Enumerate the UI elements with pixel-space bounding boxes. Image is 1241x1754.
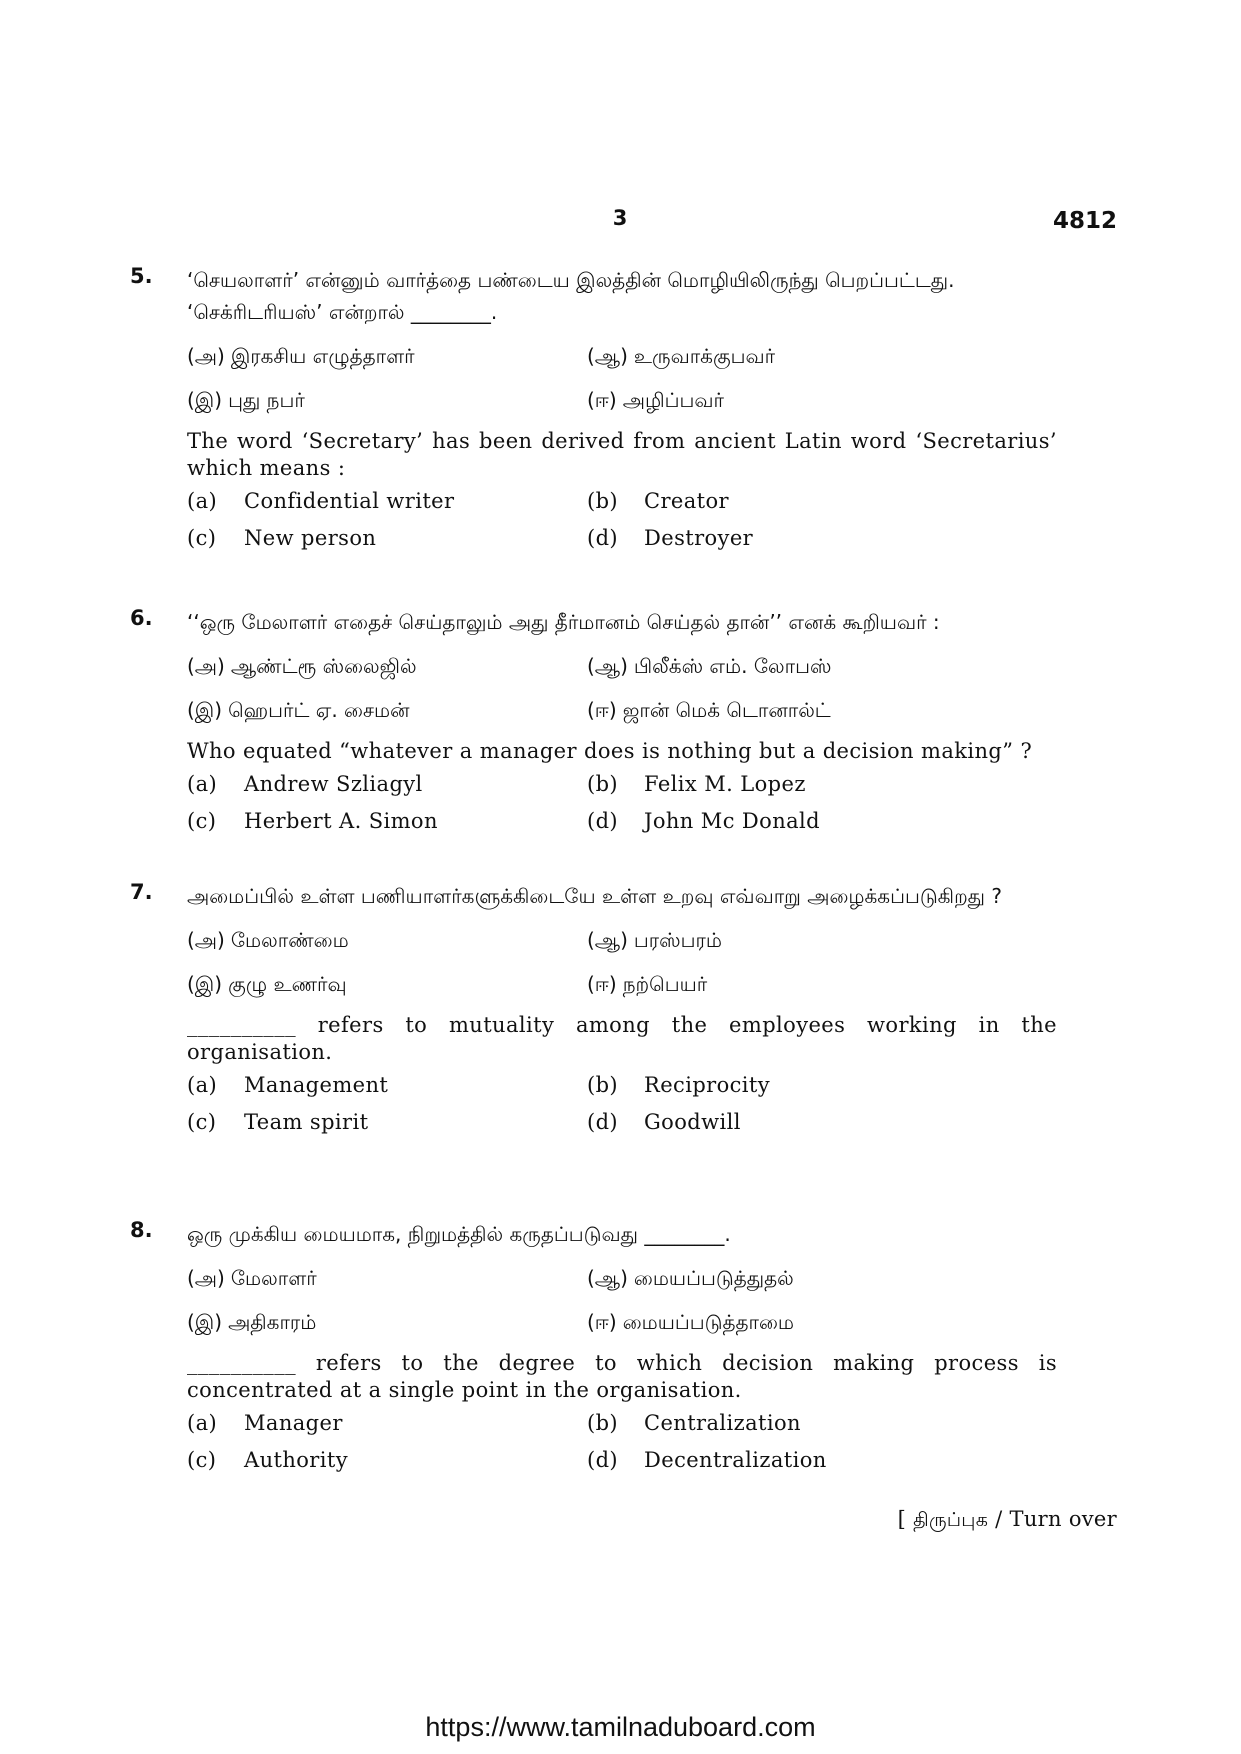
tamil-options bbox=[187, 650, 1057, 738]
option-c: (c) Herbert A. Simon bbox=[187, 809, 438, 833]
question-8 bbox=[130, 1218, 1060, 1484]
question-number: 5. bbox=[130, 264, 153, 288]
question-7 bbox=[130, 880, 1060, 1146]
english-options bbox=[187, 1072, 1057, 1146]
option-c-tamil: (இ) அதிகாரம் bbox=[187, 1310, 317, 1334]
turn-over-separator: / bbox=[995, 1507, 1003, 1531]
option-b-tamil: (ஆ) உருவாக்குபவர் bbox=[587, 344, 776, 368]
tamil-options bbox=[187, 924, 1057, 1012]
option-a: (a) Management bbox=[187, 1073, 389, 1097]
option-d-tamil: (ஈ) அழிப்பவர் bbox=[587, 388, 724, 412]
question-text-tamil: ‘‘ஒரு மேலாளர் எதைச் செய்தாலும் அது தீர்மானம் செய்தல் தான்’’ எனக் கூறியவர் : bbox=[187, 610, 940, 634]
option-c: (c) Authority bbox=[187, 1448, 348, 1472]
english-options bbox=[187, 488, 1057, 562]
question-text-tamil: ஒரு முக்கிய மையமாக, நிறுமத்தில் கருதப்படுவது ________. bbox=[187, 1222, 731, 1246]
option-a: (a) Confidential writer bbox=[187, 489, 455, 513]
option-a-tamil: (அ) ஆண்ட்ரூ ஸ்லைஜில் bbox=[187, 654, 417, 678]
option-c-tamil: (இ) குழு உணர்வு bbox=[187, 972, 347, 996]
question-text-english: __________ refers to mutuality among the employees working in the organisation. bbox=[187, 1013, 1057, 1064]
option-c: (c) Team spirit bbox=[187, 1110, 369, 1134]
footer-url: https://www.tamilnaduboard.com bbox=[425, 1712, 816, 1742]
question-text-english: Who equated “whatever a manager does is nothing but a decision making” ? bbox=[187, 739, 1033, 763]
tamil-options bbox=[187, 1262, 1057, 1350]
question-number: 6. bbox=[130, 606, 153, 630]
option-b: (b) Centralization bbox=[587, 1411, 801, 1435]
question-number: 7. bbox=[130, 880, 153, 904]
turn-over-english: Turn over bbox=[1009, 1507, 1117, 1531]
question-text-english: __________ refers to the degree to which decision making process is concentrated at a single point in the organisation. bbox=[187, 1351, 1057, 1402]
turn-over-bracket: [ bbox=[897, 1507, 907, 1531]
turn-over-tamil: திருப்புக bbox=[913, 1509, 989, 1531]
option-c-tamil: (இ) ஹெபர்ட் ஏ. சைமன் bbox=[187, 698, 410, 722]
question-text-tamil: அமைப்பில் உள்ள பணியாளர்களுக்கிடையே உள்ள உறவு எவ்வாறு அழைக்கப்படுகிறது ? bbox=[187, 884, 1002, 908]
option-d: (d) John Mc Donald bbox=[587, 809, 821, 833]
option-a-tamil: (அ) மேலாளர் bbox=[187, 1266, 317, 1290]
option-b: (b) Reciprocity bbox=[587, 1073, 771, 1097]
option-a: (a) Manager bbox=[187, 1411, 343, 1435]
english-options bbox=[187, 1410, 1057, 1484]
question-text-english: The word ‘Secretary’ has been derived from ancient Latin word ‘Secretarius’ which means : bbox=[187, 429, 1057, 480]
page-number: 3 bbox=[612, 206, 628, 230]
option-c-tamil: (இ) புது நபர் bbox=[187, 388, 305, 412]
option-b-tamil: (ஆ) பரஸ்பரம் bbox=[587, 928, 722, 952]
paper-code: 4812 bbox=[1052, 208, 1117, 234]
turn-over-note bbox=[898, 1504, 1117, 1536]
option-d-tamil: (ஈ) ஜான் மெக் டொனால்ட் bbox=[587, 698, 831, 722]
question-5 bbox=[130, 264, 1060, 562]
english-options bbox=[187, 771, 1057, 845]
option-a: (a) Andrew Szliagyl bbox=[187, 772, 423, 796]
option-b-tamil: (ஆ) மையப்படுத்துதல் bbox=[587, 1266, 794, 1290]
question-6 bbox=[130, 606, 1060, 845]
option-a-tamil: (அ) மேலாண்மை bbox=[187, 928, 349, 952]
question-text-tamil: ‘செயலாளர்’ என்னும் வார்த்தை பண்டைய இலத்தின் மொழியிலிருந்து பெறப்பட்டது. ‘செக்ரிடரியஸ்’ என்றால் ________. bbox=[187, 268, 955, 324]
option-a-tamil: (அ) இரகசிய எழுத்தாளர் bbox=[187, 344, 415, 368]
option-d: (d) Decentralization bbox=[587, 1448, 827, 1472]
option-d: (d) Goodwill bbox=[587, 1110, 741, 1134]
option-d: (d) Destroyer bbox=[587, 526, 754, 550]
option-d-tamil: (ஈ) மையப்படுத்தாமை bbox=[587, 1310, 795, 1334]
option-b-tamil: (ஆ) பிலீக்ஸ் எம். லோபஸ் bbox=[587, 654, 832, 678]
option-c: (c) New person bbox=[187, 526, 377, 550]
question-number: 8. bbox=[130, 1218, 153, 1242]
option-b: (b) Felix M. Lopez bbox=[587, 772, 806, 796]
tamil-options bbox=[187, 340, 1057, 428]
option-d-tamil: (ஈ) நற்பெயர் bbox=[587, 972, 708, 996]
option-b: (b) Creator bbox=[587, 489, 729, 513]
